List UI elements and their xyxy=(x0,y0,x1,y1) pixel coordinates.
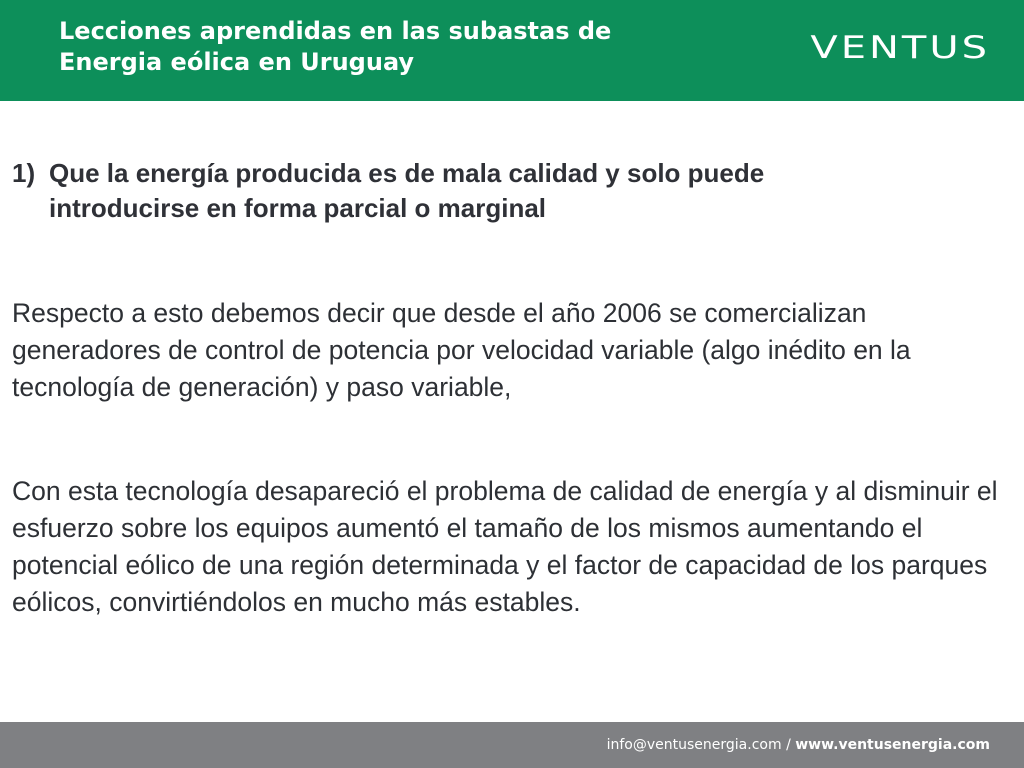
slide-title-line-2: Energia eólica en Uruguay xyxy=(59,48,415,76)
footer-bar xyxy=(0,722,1024,768)
slide-title xyxy=(59,16,759,78)
paragraph-1: Respecto a esto debemos decir que desde el año 2006 se comercializan generadores de control de potencia por velocidad variable (algo inédito en la tecnología de generación) y paso variable, xyxy=(12,298,911,402)
footer-contact xyxy=(607,736,990,754)
footer-website[interactable]: www.ventusenergia.com xyxy=(795,737,990,753)
slide-body xyxy=(12,156,1012,226)
point-text: Que la energía producida es de mala calidad y solo puede introducirse en forma parcial o marginal xyxy=(49,158,765,223)
point-number: 1) xyxy=(12,158,36,188)
ventus-logo: VENTUS xyxy=(810,30,990,66)
footer-email[interactable]: info@ventusenergia.com xyxy=(606,737,782,753)
numbered-point xyxy=(12,156,1012,226)
header-bar xyxy=(0,0,1024,101)
footer-separator: / xyxy=(786,737,791,753)
slide-title-line-1: Lecciones aprendidas en las subastas de xyxy=(59,17,612,45)
paragraph-2: Con esta tecnología desapareció el problema de calidad de energía y al disminuir el esfuerzo sobre los equipos aumentó el tamaño de los mismos aumentando el potencial eólico de una región determinada y el factor de capacidad de los parques eólicos, convirtiéndolos en mucho más estables. xyxy=(12,476,998,617)
